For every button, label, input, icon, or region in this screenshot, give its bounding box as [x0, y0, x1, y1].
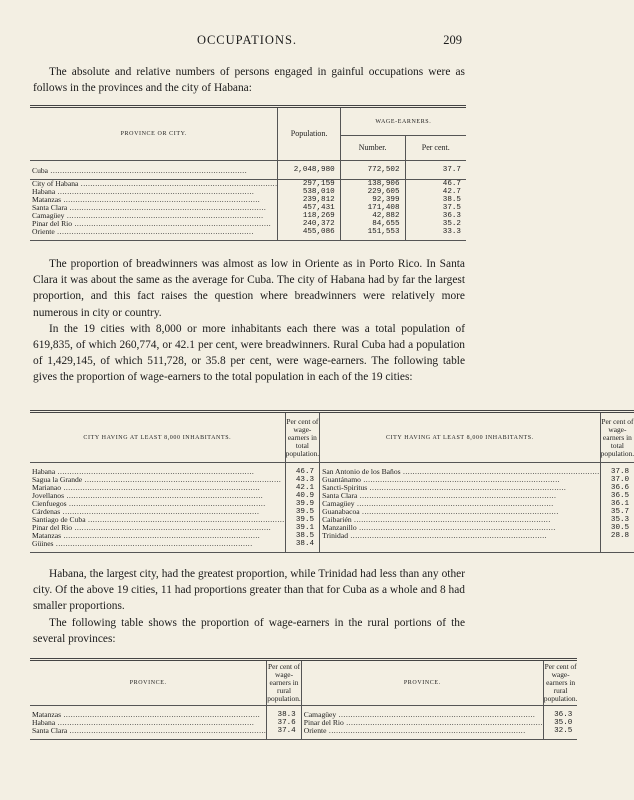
province-name: [30, 228, 278, 236]
table-row: [30, 228, 466, 236]
header-province-right: PROVINCE.: [301, 660, 543, 706]
city-name-text: Jovellanos .....: [32, 491, 263, 500]
percent-value: 35.7: [600, 508, 634, 516]
total-number: 772,502: [340, 161, 405, 180]
para3-sentence-2: The following table shows the proportion of wage-earners in the rural portions of the several provinces:: [33, 616, 465, 645]
table-bottom-rule: [30, 735, 577, 740]
city-name-text: Cárdenas .....: [32, 507, 259, 516]
rule-cell: [285, 548, 319, 553]
wage-earners-percent: 35.2: [405, 220, 466, 228]
rule-cell: [30, 548, 285, 553]
header-pct-left: Per cent of wage-earners in total population.: [285, 412, 319, 463]
city-name-text: Trinidad .....: [322, 531, 547, 540]
percent-value: 28.8: [600, 532, 634, 540]
city-name-text: Güines .....: [32, 539, 253, 548]
percent-value: 37.6: [267, 719, 301, 727]
running-head: OCCUPATIONS.: [196, 33, 298, 47]
province-name-text: Matanzas .....: [32, 195, 260, 204]
empty-cell: [320, 540, 601, 548]
rural-wage-earners-table: [30, 658, 577, 740]
province-name-text: Camagüey .....: [32, 211, 264, 220]
header-city-left: CITY HAVING AT LEAST 8,000 INHABITANTS.: [30, 412, 285, 463]
percent-value: 36.1: [600, 500, 634, 508]
percent-value: 39.1: [285, 524, 319, 532]
para2-sentence-2: In the 19 cities with 8,000 or more inhabitants each there was a total population of 619,835, of which 260,774, or 42.1 per cent, were breadwinners. Rural Cuba had a population of 1,429,145, of which 511,728, or 35.8 per cent, were wage-earners. The following table gives the proportion of wage-earners to the total population in each of the 19 cities:: [33, 322, 465, 384]
rule-cell: [543, 735, 577, 740]
city-name-text: Guanabacoa .....: [322, 507, 559, 516]
wage-earners-percent: 37.5: [405, 204, 466, 212]
percent-value: 39.5: [285, 516, 319, 524]
population-value: 297,159: [278, 180, 340, 189]
province-name: [301, 727, 543, 735]
total-name: Cuba .....: [30, 161, 278, 180]
wage-earners-number: 229,605: [340, 188, 405, 196]
population-value: 240,372: [278, 220, 340, 228]
header-per-cent: Per cent.: [405, 136, 466, 161]
para3-sentence-1: Habana, the largest city, had the greatest proportion, while Trinidad had less than any other city. Of the above 19 cities, 11 had proportions greater than that for Cuba as a whole and 8 had smaller proportions.: [33, 568, 465, 613]
city-name-text: Manzanillo .....: [322, 523, 556, 532]
percent-value: 46.7: [285, 468, 319, 476]
city-name-text: Habana .....: [32, 467, 254, 476]
city-name-text: Sancti-Spiritus .....: [322, 483, 566, 492]
header-rural-pct-right: Per cent of wage-earners in rural population.: [543, 660, 577, 706]
population-value: 118,269: [278, 212, 340, 220]
cities-wage-earners-table: [30, 410, 634, 553]
percent-value: 38.5: [285, 532, 319, 540]
percent-value: 37.0: [600, 476, 634, 484]
rule-cell: [267, 735, 301, 740]
intro-paragraph: [33, 64, 465, 96]
province-name-text: Pinar del Rio .....: [32, 219, 271, 228]
percent-value: 43.3: [285, 476, 319, 484]
intro-text: The absolute and relative numbers of persons engaged in gainful occupations were as follows in the provinces and the city of Habana:: [33, 66, 465, 95]
occupations-by-province-table: [30, 105, 466, 241]
percent-value: 35.3: [600, 516, 634, 524]
rule-cell: [30, 236, 278, 241]
header-number: Number.: [340, 136, 405, 161]
percent-value: 36.5: [600, 492, 634, 500]
city-name-text: Camagüey .....: [322, 499, 554, 508]
header-city-right: CITY HAVING AT LEAST 8,000 INHABITANTS.: [320, 412, 601, 463]
percent-value: 40.9: [285, 492, 319, 500]
header-province-or-city: PROVINCE OR CITY.: [30, 107, 278, 161]
empty-cell: [600, 540, 634, 548]
population-value: 455,086: [278, 228, 340, 236]
percent-value: 36.3: [543, 711, 577, 719]
province-name-text: Matanzas .....: [32, 710, 260, 719]
population-value: 457,431: [278, 204, 340, 212]
city-name-text: Santa Clara .....: [322, 491, 556, 500]
percent-value: 37.8: [600, 468, 634, 476]
percent-value: 32.5: [543, 727, 577, 735]
total-percent: 37.7: [405, 161, 466, 180]
city-name-text: Matanzas .....: [32, 531, 260, 540]
percent-value: 36.6: [600, 484, 634, 492]
percent-value: 35.0: [543, 719, 577, 727]
rule-cell: [301, 735, 543, 740]
breadwinners-paragraph: [33, 256, 465, 386]
rule-cell: [340, 236, 405, 241]
wage-earners-number: 171,408: [340, 204, 405, 212]
table-row: [30, 540, 634, 548]
wage-earners-percent: 46.7: [405, 180, 466, 189]
province-name-text: Oriente .....: [304, 726, 526, 735]
city-name-text: Caibarién .....: [322, 515, 551, 524]
percent-value: 39.9: [285, 500, 319, 508]
percent-value: 37.4: [267, 727, 301, 735]
percent-value: 39.5: [285, 508, 319, 516]
province-name-text: Santa Clara .....: [32, 203, 266, 212]
wage-earners-number: 42,882: [340, 212, 405, 220]
wage-earners-percent: 38.5: [405, 196, 466, 204]
province-name-text: Pinar del Rio .....: [304, 718, 543, 727]
city-name-text: Pinar del Rio .....: [32, 523, 271, 532]
wage-earners-number: 138,906: [340, 180, 405, 189]
rule-cell: [320, 548, 601, 553]
table-row: [30, 727, 577, 735]
city-name-text: Santiago de Cuba .....: [32, 515, 285, 524]
province-name-text: Habana .....: [32, 718, 254, 727]
wage-earners-percent: 33.3: [405, 228, 466, 236]
page-header: [30, 33, 464, 51]
city-name-text: San Antonio de los Baños .....: [322, 467, 600, 476]
city-name: [320, 532, 601, 540]
header-province-left: PROVINCE.: [30, 660, 267, 706]
table-bottom-rule: [30, 236, 466, 241]
rule-cell: [405, 236, 466, 241]
wage-earners-number: 151,553: [340, 228, 405, 236]
wage-earners-percent: 42.7: [405, 188, 466, 196]
header-population: Population.: [278, 107, 340, 161]
city-name-text: Marianao .....: [32, 483, 260, 492]
percent-value: 42.1: [285, 484, 319, 492]
province-name-text: Santa Clara .....: [32, 726, 266, 735]
population-value: 239,812: [278, 196, 340, 204]
population-value: 538,010: [278, 188, 340, 196]
province-name-text: City of Habana .....: [32, 179, 277, 188]
city-name-text: Guantánamo .....: [322, 475, 560, 484]
city-name-text: Sagua la Grande .....: [32, 475, 281, 484]
province-name-text: Camagüey .....: [304, 710, 536, 719]
total-row: [30, 161, 466, 180]
wage-earners-number: 84,655: [340, 220, 405, 228]
province-name-text: Habana .....: [32, 187, 254, 196]
percent-value: 30.5: [600, 524, 634, 532]
province-name: [30, 727, 267, 735]
city-name-text: Cienfuegos .....: [32, 499, 266, 508]
percent-value: 38.4: [285, 540, 319, 548]
wage-earners-percent: 36.3: [405, 212, 466, 220]
para2-sentence-1: The proportion of breadwinners was almost as low in Oriente as in Porto Rico. In Santa Clara it was about the same as the average for Cuba. The city of Habana had by far the largest proportion, and this fact raises the question where breadwinners were relatively more numerous in city or country.: [33, 258, 465, 319]
rule-cell: [30, 735, 267, 740]
header-wage-earners: WAGE-EARNERS.: [340, 107, 466, 136]
table-bottom-rule: [30, 548, 634, 553]
province-name-text: Oriente .....: [32, 227, 254, 236]
city-name: [30, 540, 285, 548]
header-rural-pct-left: Per cent of wage-earners in rural population.: [267, 660, 301, 706]
rule-cell: [600, 548, 634, 553]
header-pct-right: Per cent of wage-earners in total population.: [600, 412, 634, 463]
cities-paragraph: [33, 566, 465, 647]
rule-cell: [278, 236, 340, 241]
percent-value: 38.3: [267, 711, 301, 719]
wage-earners-number: 92,399: [340, 196, 405, 204]
page-number: 209: [443, 33, 462, 47]
total-population: 2,048,980: [278, 161, 340, 180]
